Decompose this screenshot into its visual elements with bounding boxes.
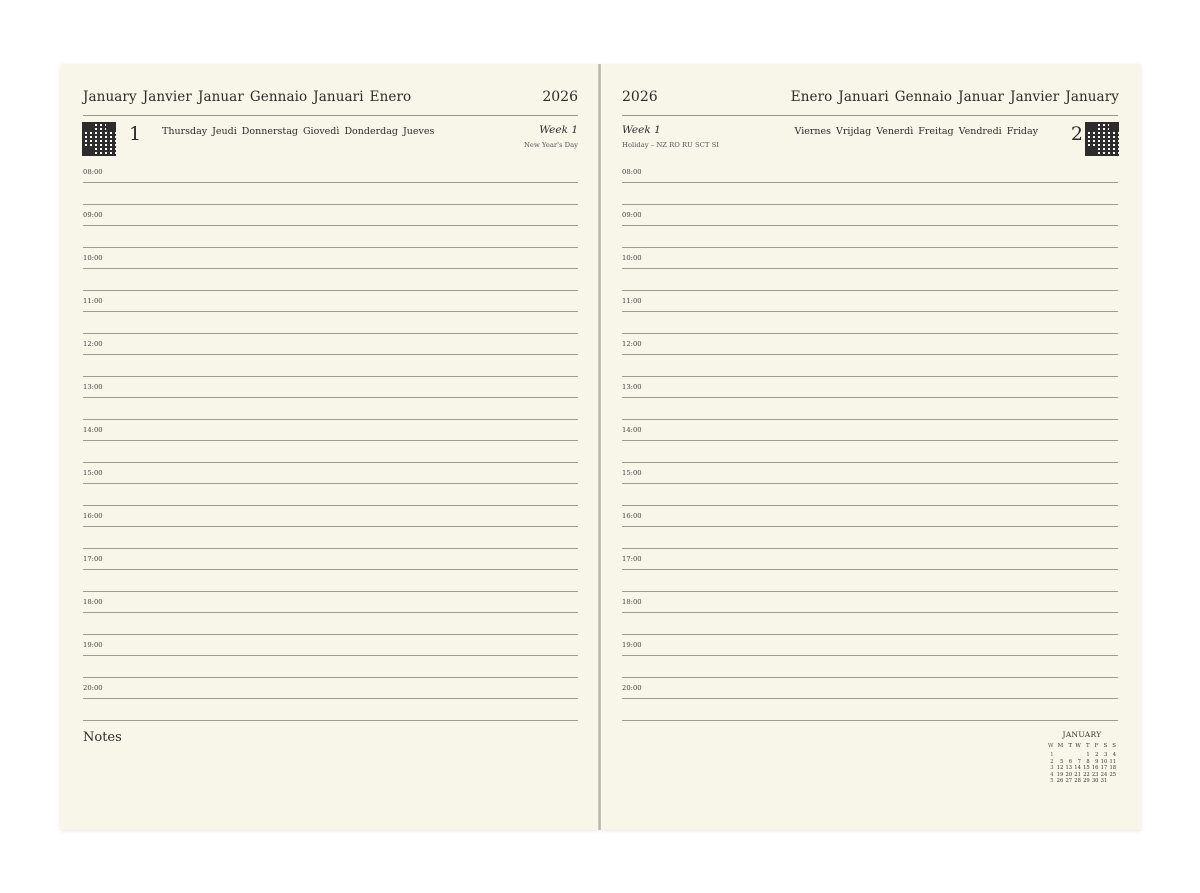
time-slot[interactable] [622,635,1118,678]
time-slot[interactable] [83,420,578,463]
time-label: 19:00 [622,641,642,649]
time-label: 14:00 [83,426,103,434]
day-number: 2 [1070,123,1083,145]
left-page [60,64,598,830]
calendar-day: 5 [1059,758,1064,765]
weekday-header: F [1094,743,1099,749]
time-slot[interactable] [622,420,1118,463]
calendar-day: 23 [1091,771,1099,778]
calendar-day: 26 [1056,778,1064,785]
time-slot[interactable] [83,463,578,506]
week-number: 5 [1050,778,1054,785]
time-label: 17:00 [83,555,103,563]
week-label: Week 1 [622,124,661,136]
time-label: 08:00 [622,168,642,176]
calendar-day: 29 [1083,778,1090,785]
month-name: Gennaio [894,89,953,105]
week-number: 3 [1050,765,1054,772]
calendar-day: 11 [1109,758,1117,765]
mini-calendar-grid [1047,743,1117,784]
calendar-day: 21 [1074,771,1081,778]
time-label: 09:00 [622,211,642,219]
time-slot[interactable] [622,162,1118,205]
calendar-day: 15 [1083,765,1090,772]
month-name: Janvier [142,89,192,105]
day-name: Donderdag [344,126,398,137]
calendar-day: 1 [1086,752,1090,759]
qr-code-icon [1085,122,1119,156]
day-name: Donnerstag [241,126,298,137]
day-names [795,126,1039,137]
time-label: 09:00 [83,211,103,219]
time-label: 12:00 [83,340,103,348]
calendar-day: 22 [1083,771,1090,778]
calendar-day: 31 [1100,778,1108,785]
month-names [791,89,1119,105]
time-slot[interactable] [83,334,578,377]
time-slot[interactable] [83,291,578,334]
day-name: Venerdì [876,126,914,137]
calendar-day: 18 [1109,765,1117,772]
month-names [83,89,411,105]
day-name: Viernes [794,126,832,137]
calendar-day: 16 [1091,765,1099,772]
time-slot[interactable] [622,248,1118,291]
time-slots [83,162,578,721]
time-label: 19:00 [83,641,103,649]
day-name: Vendredi [958,126,1002,137]
weekday-header: W [1047,743,1054,749]
week-number: 4 [1050,771,1054,778]
time-label: 14:00 [622,426,642,434]
day-name: Vrijdag [836,126,872,137]
calendar-day [1108,778,1117,784]
day-name: Giovedì [302,126,340,137]
time-slot[interactable] [622,549,1118,592]
mini-calendar-title: JANUARY [1062,730,1102,739]
day-name: Freitag [918,126,954,137]
calendar-day: 14 [1074,765,1081,772]
header-rule [622,115,1118,116]
time-slot[interactable] [622,506,1118,549]
weekday-header: T [1068,743,1073,749]
calendar-day: 6 [1068,758,1073,765]
year: 2026 [622,89,658,105]
time-slot[interactable] [622,205,1118,248]
calendar-day: 30 [1091,778,1099,785]
time-slot[interactable] [622,592,1118,635]
right-page [601,64,1141,830]
qr-code-icon [82,122,116,156]
month-name: Januari [313,89,364,105]
weekday-header: W [1075,743,1081,749]
time-slot[interactable] [622,377,1118,420]
calendar-day: 9 [1095,758,1099,765]
time-slot[interactable] [83,506,578,549]
time-label: 18:00 [622,598,642,606]
time-label: 16:00 [83,512,103,520]
calendar-day: 28 [1074,778,1081,785]
day-name: Friday [1006,126,1038,137]
time-label: 13:00 [83,383,103,391]
time-slot[interactable] [83,635,578,678]
time-label: 12:00 [622,340,642,348]
holiday-note: New Year's Day [523,141,578,149]
calendar-day: 10 [1100,758,1108,765]
calendar-day: 8 [1086,758,1090,765]
day-name: Thursday [162,126,208,137]
month-name: Enero [369,89,412,105]
time-label: 20:00 [622,684,642,692]
time-label: 13:00 [622,383,642,391]
week-number: 2 [1050,758,1054,765]
month-name: January [1065,89,1119,105]
calendar-day: 2 [1095,752,1099,759]
time-slot[interactable] [83,248,578,291]
time-slot[interactable] [83,162,578,205]
calendar-day: 25 [1109,771,1117,778]
calendar-day: 13 [1065,765,1073,772]
calendar-week-row [1047,778,1117,784]
time-slot[interactable] [83,592,578,635]
time-label: 11:00 [83,297,103,305]
time-slot[interactable] [622,334,1118,377]
day-number: 1 [129,123,142,145]
time-label: 18:00 [83,598,103,606]
time-label: 10:00 [83,254,103,262]
calendar-day: 7 [1077,758,1081,765]
holiday-note: Holiday – NZ RO RU SCT SI [622,141,719,149]
time-label: 10:00 [622,254,642,262]
weekday-header: S [1112,743,1117,749]
month-name: Januar [197,89,244,105]
month-name: January [83,89,137,105]
day-name: Jueves [402,126,435,137]
time-slot[interactable] [622,463,1118,506]
month-name: Janvier [1010,89,1060,105]
week-label: Week 1 [539,124,578,136]
time-label: 15:00 [622,469,642,477]
calendar-day: 20 [1065,771,1073,778]
week-number: 1 [1050,752,1054,759]
calendar-day: 24 [1100,771,1108,778]
time-slots [622,162,1118,721]
month-name: Enero [790,89,833,105]
time-label: 17:00 [622,555,642,563]
calendar-day: 27 [1065,778,1073,785]
weekday-header: M [1057,743,1064,749]
time-slot[interactable] [83,205,578,248]
time-slot[interactable] [622,678,1118,721]
calendar-day: 12 [1056,765,1064,772]
month-name: Januar [958,89,1005,105]
notes-label: Notes [83,730,122,745]
calendar-day: 4 [1112,752,1117,759]
day-names [162,126,434,137]
header-rule [83,115,578,116]
time-label: 16:00 [622,512,642,520]
time-label: 20:00 [83,684,103,692]
day-name: Jeudi [212,126,237,137]
mini-calendar [1044,730,1120,784]
calendar-day: 17 [1100,765,1108,772]
month-name: Gennaio [249,89,308,105]
weekday-header: T [1086,743,1090,749]
time-label: 11:00 [622,297,642,305]
month-name: Januari [838,89,889,105]
weekday-header: S [1103,743,1108,749]
time-slot[interactable] [83,549,578,592]
time-label: 08:00 [83,168,103,176]
time-slot[interactable] [622,291,1118,334]
calendar-day: 19 [1056,771,1064,778]
time-slot[interactable] [83,678,578,721]
calendar-day: 3 [1103,752,1108,759]
time-label: 15:00 [83,469,103,477]
time-slot[interactable] [83,377,578,420]
year: 2026 [542,89,578,105]
